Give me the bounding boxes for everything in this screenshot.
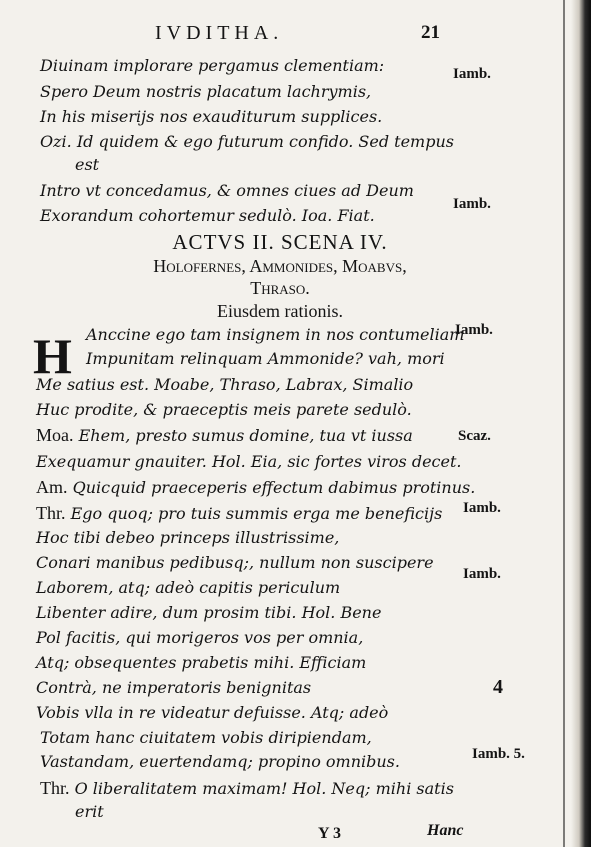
text-line: Libenter adire, dum prosim tibi. Hol. Bene [36, 603, 382, 622]
speech-text: Ego quoq; pro tuis summis erga me beneficijs [70, 504, 443, 523]
text-line: Vastandam, euertendamq; propino omnibus. [40, 752, 400, 771]
text-line: Spero Deum nostris placatum lachrymis, [40, 82, 372, 101]
speech-line [36, 503, 442, 524]
section-number: 4 [493, 676, 503, 698]
drop-cap: H [33, 328, 72, 384]
speaker-label: Am. [36, 477, 68, 497]
text-line: Totam hanc ciuitatem vobis diripiendam, [40, 728, 372, 747]
text-line: Intro vt concedamus, & omnes ciues ad Deum [40, 181, 414, 200]
text-line: Conari manibus pedibusq;, nullum non suscipere [36, 553, 434, 572]
speech-line [36, 477, 475, 498]
speech-text: Ehem, presto sumus domine, tua vt iussa [78, 426, 413, 445]
text-line: Diuinam implorare pergamus clementiam: [40, 56, 385, 75]
speech-text: Quicquid praeceperis effectum dabimus protinus. [72, 478, 476, 497]
text-line: Exorandum cohortemur sedulò. Ioa. Fiat. [40, 206, 375, 225]
meter-note: Iamb. [453, 196, 491, 212]
text-line: Laborem, atq; adeò capitis periculum [36, 578, 341, 597]
meter-heading: Eiusdem rationis. [217, 301, 343, 321]
text-line: erit [75, 802, 104, 821]
text-line: Contrà, ne imperatoris benignitas [36, 678, 312, 697]
speaker-label: Thr. [40, 778, 70, 798]
text-line: Hoc tibi debeo princeps illustrissime, [36, 528, 340, 547]
signature-mark: Y 3 [318, 825, 341, 842]
speech-text: O liberalitatem maximam! Hol. Neq; mihi satis [74, 779, 454, 798]
text-line: Ozi. Id quidem & ego futurum confido. Sed tempus [40, 132, 454, 151]
meter-note: Iamb. [455, 322, 493, 338]
scene-title: ACTVS II. SCENA IV. [172, 230, 388, 254]
text-line: Vobis vlla in re videatur defuisse. Atq; adeò [36, 703, 389, 722]
text-line: Anccine ego tam insignem in nos contumeliam [86, 325, 465, 344]
text-line: Exequamur gnauiter. Hol. Eia, sic fortes viros decet. [36, 452, 462, 471]
meter-note: Scaz. [458, 428, 491, 444]
page-number: 21 [421, 22, 440, 43]
text-line: Huc prodite, & praeceptis meis parete sedulò. [36, 400, 412, 419]
meter-note: Iamb. [453, 66, 491, 82]
meter-note: Iamb. [463, 500, 501, 516]
text-line: Pol facitis, qui morigeros vos per omnia, [36, 628, 364, 647]
text-line: est [75, 155, 100, 174]
running-header: IVDITHA. [155, 22, 284, 44]
catchword: Hanc [427, 822, 464, 839]
text-line: In his miserijs nos exauditurum supplices. [40, 107, 383, 126]
characters-line: Holofernes, Ammonides, Moabvs, [153, 256, 407, 276]
page-edge-shadow [571, 0, 591, 847]
speech-line [40, 778, 454, 799]
text-line: Impunitam relinquam Ammonide? vah, mori [86, 349, 445, 368]
text-line: Me satius est. Moabe, Thraso, Labrax, Simalio [36, 375, 414, 394]
characters-line: Thraso. [250, 278, 310, 298]
speaker-label: Moa. [36, 425, 74, 445]
text-line: Atq; obsequentes prabetis mihi. Efficiam [36, 653, 367, 672]
page-edge-line [563, 0, 565, 847]
speech-line [36, 425, 413, 446]
meter-note: Iamb. [463, 566, 501, 582]
meter-note: Iamb. 5. [472, 746, 525, 762]
speaker-label: Thr. [36, 503, 66, 523]
